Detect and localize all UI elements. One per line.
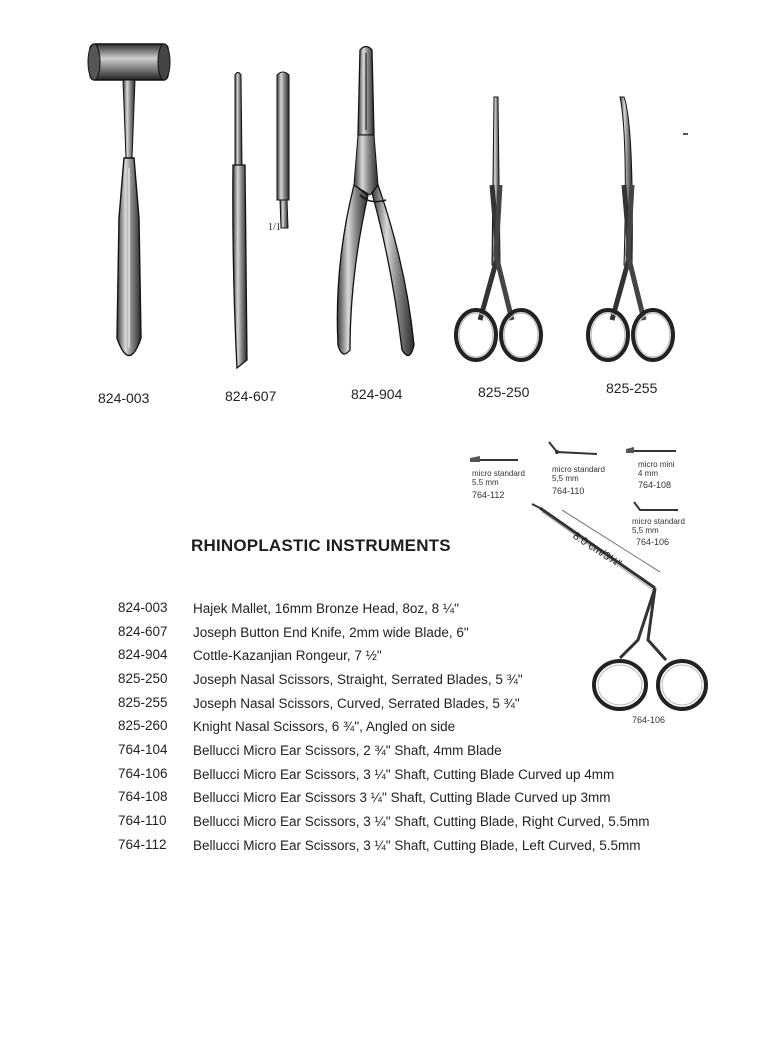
label-825-250: 825-250 <box>478 384 530 400</box>
item-code: 824-607 <box>118 624 168 639</box>
item-code: 764-112 <box>118 837 167 852</box>
item-description: Hajek Mallet, 16mm Bronze Head, 8oz, 8 ¼" <box>193 601 459 616</box>
item-description: Bellucci Micro Ear Scissors, 3 ¼" Shaft, Cutting Blade, Right Curved, 5.5mm <box>193 814 650 829</box>
tip-code-764-108: 764-108 <box>638 480 672 490</box>
item-code: 764-104 <box>118 742 168 757</box>
tip-code-764-110: 764-110 <box>552 486 585 496</box>
item-description: Bellucci Micro Ear Scissors 3 ¼" Shaft, Cutting Blade Curved up 3mm <box>193 790 611 805</box>
ear-scissors-dimension: 8.0 cm/3¼" <box>570 530 624 571</box>
item-code: 824-003 <box>118 600 168 615</box>
scale-label: 1/1 <box>268 222 281 233</box>
ear-scissors-code: 764-106 <box>632 715 666 725</box>
item-description: Bellucci Micro Ear Scissors, 2 ¾" Shaft, 4mm Blade <box>193 743 502 758</box>
label-824-904: 824-904 <box>351 386 403 402</box>
item-code: 825-260 <box>118 718 168 733</box>
label-825-255: 825-255 <box>606 380 658 396</box>
item-code: 824-904 <box>118 647 168 662</box>
item-code: 764-108 <box>118 789 168 804</box>
item-description: Bellucci Micro Ear Scissors, 3 ¼" Shaft, Cutting Blade Curved up 4mm <box>193 767 615 782</box>
tip-text-764-108: micro mini 4 mm <box>638 460 675 478</box>
item-description: Bellucci Micro Ear Scissors, 3 ¼" Shaft, Cutting Blade, Left Curved, 5.5mm <box>193 838 641 853</box>
item-description: Knight Nasal Scissors, 6 ¾", Angled on side <box>193 719 456 734</box>
item-description: Joseph Button End Knife, 2mm wide Blade, 6" <box>193 625 469 640</box>
tip-text-764-110: micro standard 5,5 mm <box>552 465 605 483</box>
item-code: 825-255 <box>118 695 168 710</box>
section-title: RHINOPLASTIC INSTRUMENTS <box>191 536 451 555</box>
label-824-003: 824-003 <box>98 390 150 406</box>
tip-text-764-112: micro standard 5.5 mm <box>472 469 525 487</box>
item-code: 825-250 <box>118 671 168 686</box>
item-code: 764-110 <box>118 813 167 828</box>
label-824-607: 824-607 <box>225 388 277 404</box>
tip-code-764-106: 764-106 <box>636 537 670 547</box>
item-code: 764-106 <box>118 766 168 781</box>
item-description: Cottle-Kazanjian Rongeur, 7 ½" <box>193 648 382 663</box>
tip-code-764-112: 764-112 <box>472 490 505 500</box>
item-description: Joseph Nasal Scissors, Curved, Serrated Blades, 5 ¾" <box>193 696 520 711</box>
item-description: Joseph Nasal Scissors, Straight, Serrated Blades, 5 ¾" <box>193 672 523 687</box>
tip-text-764-106: micro standard 5,5 mm <box>632 517 685 535</box>
